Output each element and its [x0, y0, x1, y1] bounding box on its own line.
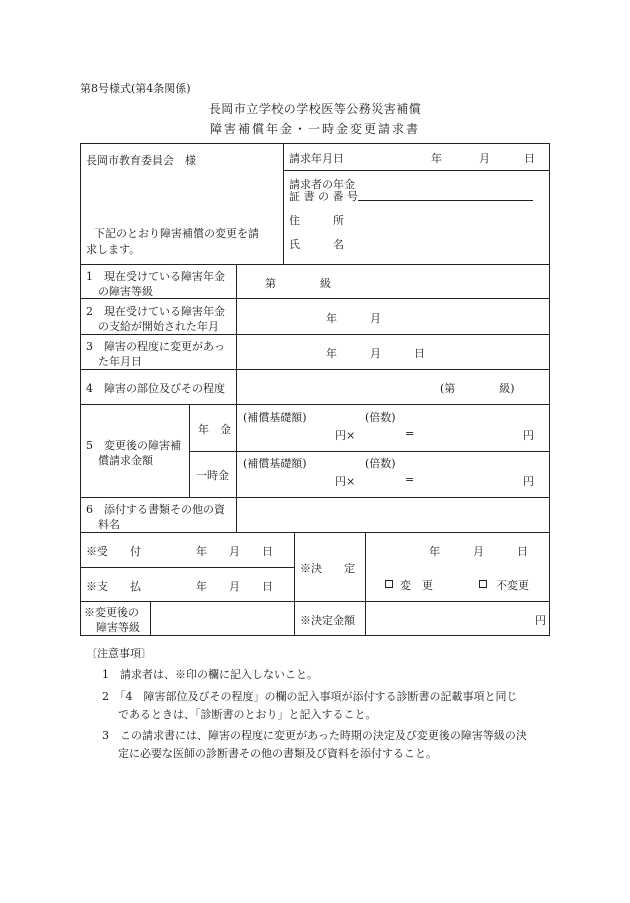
pension-yen-times: 円×: [335, 429, 356, 442]
amount-label-col-divider: [189, 404, 190, 497]
items-col-divider: [236, 264, 237, 404]
lump-base-label: (補償基礎額): [243, 457, 307, 470]
address-label: 住 所: [289, 214, 344, 227]
request-statement-line1: 下記のとおり障害補償の変更を請: [94, 227, 259, 240]
note-2-line2: であるときは、「診断書のとおり」と記入すること。: [118, 708, 377, 721]
unchanged-label: 不変更: [496, 579, 529, 592]
pension-cert-number-field[interactable]: [358, 200, 533, 201]
item3-label-line2: た年月日: [98, 355, 142, 368]
received-label: ※受 付: [86, 545, 141, 558]
row-divider: [80, 264, 550, 265]
request-date-label: 請求年月日: [289, 152, 344, 165]
item2-label-line2: の支給が開始された年月: [98, 320, 219, 333]
note-2-line1: 2 「4 障害部位及びその程度」の欄の記入事項が添付する診断書の記載事項と同じ: [102, 690, 518, 703]
item2-year-month[interactable]: 年 月: [326, 312, 381, 325]
form-title-line2: 障害補償年金・一時金変更請求書: [209, 122, 420, 136]
item3-date[interactable]: 年 月 日: [326, 347, 425, 360]
decision-amount-yen: 円: [535, 614, 546, 627]
pension-yen: 円: [523, 429, 534, 442]
lump-equals: =: [405, 473, 415, 486]
pension-label: 年 金: [198, 423, 231, 436]
office-col-divider: [294, 532, 295, 636]
row-divider: [80, 497, 550, 498]
lump-multiplier-label: (倍数): [365, 457, 396, 470]
item2-label-line1: 2 現在受けている障害年金: [86, 305, 225, 318]
item4-grade[interactable]: (第 級): [440, 382, 515, 395]
header-col-divider: [283, 143, 284, 264]
decision-date[interactable]: 年 月 日: [429, 545, 528, 558]
row-divider: [80, 369, 550, 370]
item6-label-line2: 料名: [98, 518, 120, 531]
item4-label: 4 障害の部位及びその程度: [86, 382, 225, 395]
item1-grade-value[interactable]: 第 級: [265, 277, 331, 290]
attach-col-divider: [236, 497, 237, 532]
pension-cert-label-line1: 請求者の年金: [289, 178, 355, 191]
notes-heading: 〔注意事項〕: [86, 647, 152, 660]
claimant-date-divider: [283, 170, 550, 171]
request-date-year[interactable]: 年: [431, 152, 442, 165]
item5-label-line1: 5 変更後の障害補: [86, 439, 181, 452]
form-title-line1: 長岡市立学校の学校医等公務災害補償: [208, 102, 422, 116]
grade-after-label-line1: ※変更後の: [84, 606, 139, 619]
form-number: 第8号様式(第4条関係): [80, 82, 191, 95]
received-date[interactable]: 年 月 日: [196, 545, 273, 558]
changed-label: 変 更: [400, 579, 433, 592]
decision-col-divider: [365, 532, 366, 636]
item3-label-line1: 3 障害の程度に変更があっ: [86, 340, 225, 353]
amount-value-col-divider: [236, 404, 237, 497]
row-divider: [80, 334, 550, 335]
amount-row-divider: [189, 451, 550, 452]
lump-yen: 円: [523, 475, 534, 488]
pension-base-label: (補償基礎額): [243, 411, 307, 424]
addressee-text: 長岡市教育委員会 様: [86, 154, 196, 167]
payment-label: ※支 払: [86, 580, 141, 593]
pension-equals: =: [405, 427, 415, 440]
row-divider: [80, 532, 550, 533]
note-3-line2: 定に必要な医師の診断書その他の書類及び資料を添付すること。: [118, 747, 437, 760]
item1-label-line1: 1 現在受けている障害年金: [86, 270, 225, 283]
row-divider: [80, 404, 550, 405]
request-date-day[interactable]: 日: [524, 152, 535, 165]
office-row-divider: [80, 567, 294, 568]
payment-date[interactable]: 年 月 日: [196, 580, 273, 593]
changed-checkbox[interactable]: [385, 580, 393, 588]
pension-cert-label-line2: 証 書 の 番 号: [289, 190, 358, 203]
note-3-line1: 3 この請求書には、障害の程度に変更があった時期の決定及び変更後の障害等級の決: [102, 729, 527, 742]
unchanged-checkbox[interactable]: [479, 580, 487, 588]
pension-multiplier-label: (倍数): [365, 411, 396, 424]
item1-label-line2: の障害等級: [98, 285, 153, 298]
request-statement-line2: 求します。: [86, 243, 141, 256]
note-1: 1 請求者は、※印の欄に記入しないこと。: [102, 668, 318, 681]
item6-label-line1: 6 添付する書類その他の資: [86, 503, 225, 516]
name-label: 氏 名: [289, 238, 344, 251]
decision-label: ※決 定: [300, 562, 355, 575]
request-date-month[interactable]: 月: [479, 152, 490, 165]
decision-amount-label: ※決定金額: [300, 614, 355, 627]
grade-col-divider: [150, 601, 151, 636]
grade-after-label-line2: 障害等級: [96, 621, 140, 634]
item5-label-line2: 償請求金額: [98, 454, 153, 467]
lump-sum-label: 一時金: [196, 469, 229, 482]
lump-yen-times: 円×: [335, 475, 356, 488]
